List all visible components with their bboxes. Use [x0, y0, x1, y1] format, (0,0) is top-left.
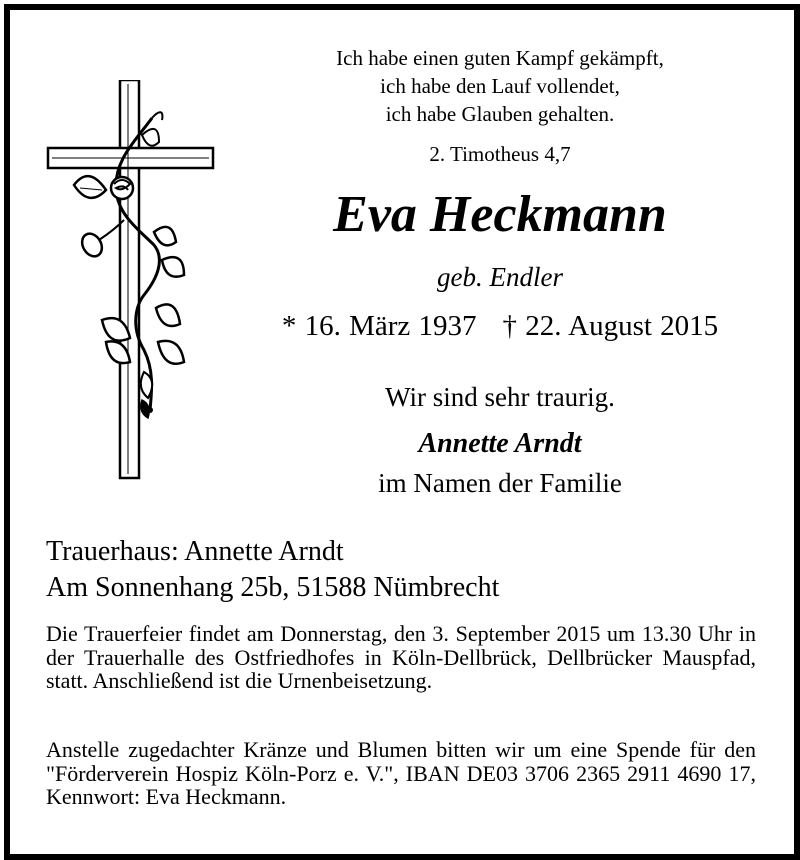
- address-line: Trauerhaus: Annette Arndt: [46, 536, 344, 567]
- mourning-message: Wir sind sehr traurig.: [385, 382, 615, 412]
- signer-note: im Namen der Familie: [378, 468, 622, 498]
- verse-reference: 2. Timotheus 4,7: [429, 142, 571, 166]
- verse-line: Ich habe einen guten Kampf gekämpft,: [336, 46, 664, 70]
- cross-with-rose-icon: [44, 80, 219, 490]
- signer-name: Annette Arndt: [418, 428, 582, 459]
- life-dates: [230, 310, 770, 343]
- mourning-address: [46, 534, 756, 606]
- service-notice: Die Trauerfeier findet am Donnerstag, den 3. September 2015 um 13.30 Uhr in der Trauerhalle des Ostfriedhofes in Köln-Dellbrück, Dellbrücker Mauspfad, statt. Anschließend ist die Urnenbeisetzung.: [46, 621, 756, 693]
- verse-line: ich habe den Lauf vollendet,: [380, 74, 620, 98]
- bible-verse: [230, 44, 770, 128]
- deceased-name: Eva Heckmann: [333, 186, 667, 243]
- donation-notice: Anstelle zugedachter Kränze und Blumen bitten wir um eine Spende für den "Förderverein Hospiz Köln-Porz e. V.", IBAN DE03 3706 2365 2911 4690 17, Kennwort: Eva Heckmann.: [46, 737, 756, 809]
- birth-name: geb. Endler: [437, 262, 563, 292]
- address-line: Am Sonnenhang 25b, 51588 Nümbrecht: [46, 572, 500, 603]
- birth-date: * 16. März 1937: [281, 310, 477, 342]
- death-date: † 22. August 2015: [502, 310, 719, 342]
- verse-line: ich habe Glauben gehalten.: [385, 102, 615, 126]
